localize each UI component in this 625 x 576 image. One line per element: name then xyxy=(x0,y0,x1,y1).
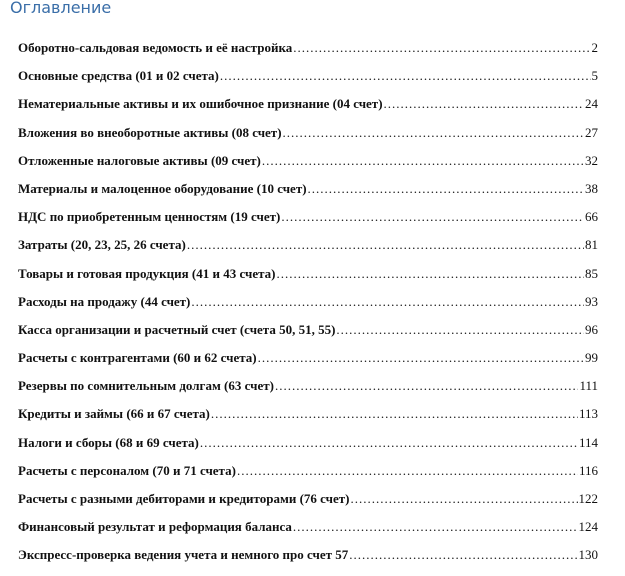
toc-entry[interactable] xyxy=(18,237,598,265)
toc-entry[interactable] xyxy=(18,40,598,68)
toc-entry[interactable] xyxy=(18,96,598,124)
dot-leader xyxy=(293,40,590,56)
toc-entry[interactable] xyxy=(18,491,598,519)
toc-entry-title: Касса организации и расчетный счет (счета 50, 51, 55) xyxy=(18,321,336,337)
dot-leader xyxy=(349,547,577,563)
dot-leader xyxy=(258,350,584,366)
toc-page-number: 130 xyxy=(578,547,598,563)
toc-page-number: 81 xyxy=(585,237,598,253)
dot-leader xyxy=(262,153,584,169)
toc-entry[interactable] xyxy=(18,209,598,237)
toc-entry-title: Товары и готовая продукция (41 и 43 счета) xyxy=(18,265,276,281)
toc-entry[interactable] xyxy=(18,181,598,209)
toc-page-number: 66 xyxy=(585,209,598,225)
toc-entry-title: Расходы на продажу (44 счет) xyxy=(18,293,191,309)
toc-entry-title: Расчеты с разными дебиторами и кредиторами (76 счет) xyxy=(18,491,350,506)
toc-entry[interactable] xyxy=(18,378,598,406)
toc-page-number: 122 xyxy=(578,491,598,506)
toc-page-number: 116 xyxy=(578,462,598,478)
toc-entry[interactable] xyxy=(18,519,598,547)
dot-leader xyxy=(237,463,578,479)
toc-page-number: 113 xyxy=(578,406,598,422)
toc-entry-title: Вложения во внеоборотные активы (08 счет) xyxy=(18,124,282,140)
toc-entry-title: Расчеты с персоналом (70 и 71 счета) xyxy=(18,462,236,478)
toc-page-number: 114 xyxy=(578,434,598,450)
toc-entry-title: Расчеты с контрагентами (60 и 62 счета) xyxy=(18,350,257,366)
toc-entry[interactable] xyxy=(18,322,598,350)
dot-leader xyxy=(275,378,578,394)
toc-entry[interactable] xyxy=(18,463,598,491)
toc-page-number: 96 xyxy=(585,321,598,337)
toc-entry[interactable] xyxy=(18,547,598,575)
toc-page-number: 27 xyxy=(585,124,598,140)
dot-leader xyxy=(384,96,584,112)
toc-entry[interactable] xyxy=(18,266,598,294)
dot-leader xyxy=(211,406,578,422)
dot-leader xyxy=(281,209,584,225)
toc-entry-title: Затраты (20, 23, 25, 26 счета) xyxy=(18,237,186,253)
toc-page-number: 124 xyxy=(578,519,598,535)
toc-page-number: 85 xyxy=(585,265,598,281)
dot-leader xyxy=(351,491,578,507)
toc-page-number: 24 xyxy=(585,96,598,112)
dot-leader xyxy=(308,181,584,197)
toc-page-number: 99 xyxy=(585,350,598,366)
toc-entry-title: Экспресс-проверка ведения учета и немного про счет 57 xyxy=(18,547,349,563)
toc-entry-title: Отложенные налоговые активы (09 счет) xyxy=(18,152,261,168)
dot-leader xyxy=(200,435,578,451)
toc-entry-title: Кредиты и займы (66 и 67 счета) xyxy=(18,406,210,422)
dot-leader xyxy=(283,125,584,141)
toc-page-number: 32 xyxy=(585,152,598,168)
toc-page-number: 93 xyxy=(585,293,598,309)
toc-page-number: 111 xyxy=(579,378,598,394)
toc-entry-title: Оборотно-сальдовая ведомость и её настройка xyxy=(18,40,293,55)
toc-entry-title: Нематериальные активы и их ошибочное признание (04 счет) xyxy=(18,96,383,112)
dot-leader xyxy=(191,294,584,310)
toc-entry-title: Налоги и сборы (68 и 69 счета) xyxy=(18,434,199,450)
toc-page-number: 2 xyxy=(591,40,598,55)
toc-entry-title: НДС по приобретенным ценностям (19 счет) xyxy=(18,209,281,225)
dot-leader xyxy=(187,237,584,253)
toc-entry-title: Материалы и малоценное оборудование (10 счет) xyxy=(18,180,307,196)
toc-page-number: 38 xyxy=(585,180,598,196)
toc-entry[interactable] xyxy=(18,406,598,434)
toc-entry-title: Основные средства (01 и 02 счета) xyxy=(18,68,219,84)
dot-leader xyxy=(336,322,584,338)
toc-entry[interactable] xyxy=(18,294,598,322)
toc-entry[interactable] xyxy=(18,350,598,378)
toc-list xyxy=(18,40,598,576)
toc-heading: Оглавление xyxy=(10,0,112,17)
toc-entry-title: Резервы по сомнительным долгам (63 счет) xyxy=(18,378,274,394)
dot-leader xyxy=(293,519,578,535)
toc-page-number: 5 xyxy=(591,68,598,84)
toc-entry[interactable] xyxy=(18,68,598,96)
dot-leader xyxy=(220,68,591,84)
dot-leader xyxy=(277,266,585,282)
toc-entry[interactable] xyxy=(18,125,598,153)
toc-entry-title: Финансовый результат и реформация баланса xyxy=(18,519,292,535)
toc-entry[interactable] xyxy=(18,153,598,181)
toc-entry[interactable] xyxy=(18,435,598,463)
